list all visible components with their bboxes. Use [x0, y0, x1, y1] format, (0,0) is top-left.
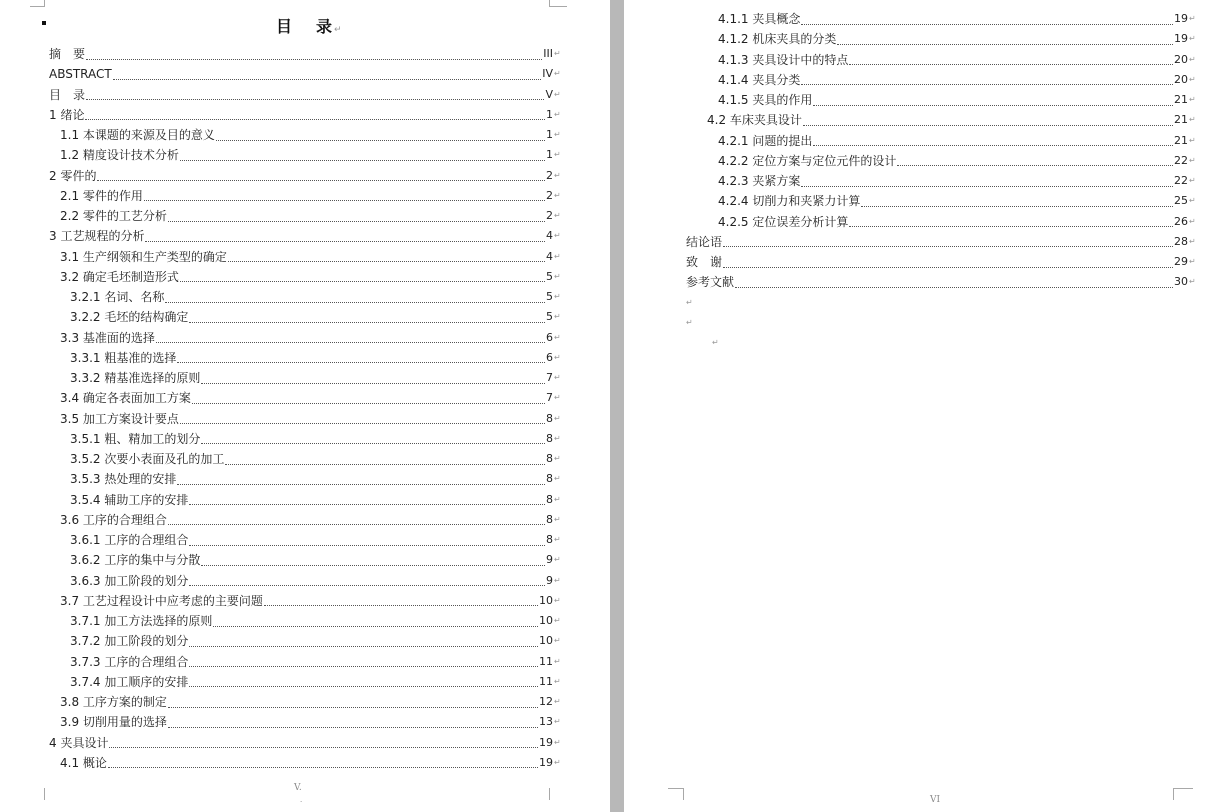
toc-entry-label: 4.2.2 定位方案与定位元件的设计	[718, 153, 897, 168]
toc-entry	[0, 186, 560, 206]
toc-dot-leader	[108, 753, 538, 768]
toc-dot-leader	[813, 91, 1173, 106]
toc-entry	[624, 212, 1195, 232]
margin-corner-mark	[549, 0, 550, 7]
toc-entry-label: 3.4 确定各表面加工方案	[60, 391, 191, 406]
toc-entry-page-number: 6	[546, 330, 553, 344]
toc-entry-label: 结论语	[686, 234, 723, 249]
toc-entry	[0, 267, 560, 287]
paragraph-mark: ↵	[554, 555, 561, 565]
toc-dot-leader	[97, 166, 545, 181]
toc-entry-page-number: 7	[546, 391, 553, 405]
toc-entry	[0, 348, 560, 368]
toc-entry-label: 4.1.2 机床夹具的分类	[718, 32, 837, 47]
toc-entry-label: 3.5.2 次要小表面及孔的加工	[70, 452, 225, 467]
toc-entry-label: 4.2 车床夹具设计	[707, 113, 802, 128]
toc-entry-label: 摘 要	[49, 47, 86, 62]
toc-entry-page-number: 20	[1174, 72, 1188, 86]
paragraph-mark: ↵	[1189, 74, 1196, 84]
toc-dot-leader	[213, 612, 538, 627]
toc-entry-label: 3.7.3 工序的合理组合	[70, 654, 189, 669]
toc-entry	[0, 469, 560, 489]
toc-dot-leader	[735, 273, 1173, 288]
paragraph-mark: ↵	[554, 393, 561, 403]
paragraph-mark: ↵	[554, 636, 561, 646]
toc-entry	[0, 226, 560, 246]
paragraph-mark: ↵	[1189, 216, 1196, 226]
toc-dot-leader	[189, 490, 545, 505]
toc-entry-label: 3.5 加工方案设计要点	[60, 411, 179, 426]
toc-entry	[0, 591, 560, 611]
paragraph-mark: ↵	[554, 433, 561, 443]
toc-dot-leader	[813, 131, 1173, 146]
toc-dot-leader	[803, 111, 1173, 126]
toc-entry	[0, 510, 560, 530]
toc-dot-leader	[109, 733, 538, 748]
toc-entry-label: 3.5.1 粗、精加工的划分	[70, 431, 201, 446]
toc-dot-leader	[801, 172, 1173, 187]
toc-entry-page-number: 1	[546, 148, 553, 162]
toc-entry	[624, 151, 1195, 171]
toc-entry-page-number: 21	[1174, 93, 1188, 107]
toc-entry	[624, 272, 1195, 292]
paragraph-mark: ↵	[1189, 34, 1196, 44]
toc-entry-label: 3.7.2 加工阶段的划分	[70, 634, 189, 649]
toc-entry-label: 3.5.3 热处理的安排	[70, 472, 177, 487]
toc-dot-leader	[189, 308, 545, 323]
toc-dot-leader	[168, 713, 538, 728]
toc-dot-leader	[168, 510, 545, 525]
toc-dot-leader	[228, 247, 545, 262]
toc-dot-leader	[189, 672, 538, 687]
paragraph-mark: ↵	[1189, 135, 1196, 145]
toc-dot-leader	[180, 267, 545, 282]
toc-entry	[0, 307, 560, 327]
toc-entry	[624, 131, 1195, 151]
paragraph-mark: ↵	[554, 595, 561, 605]
margin-corner-mark	[1173, 788, 1174, 800]
paragraph-mark: ↵	[554, 89, 561, 99]
toc-entry-page-number: 9	[546, 553, 553, 567]
toc-entry-page-number: III	[543, 47, 553, 61]
toc-entry-page-number: 21	[1174, 113, 1188, 127]
paragraph-mark: ↵	[554, 150, 561, 160]
paragraph-mark: ↵	[686, 298, 693, 307]
toc-entry-label: 4.1.5 夹具的作用	[718, 93, 813, 108]
paragraph-mark: ↵	[1189, 95, 1196, 105]
toc-entry-label: 4.1.3 夹具设计中的特点	[718, 52, 849, 67]
toc-entry	[0, 85, 560, 105]
toc-entry	[0, 672, 560, 692]
toc-entry-label: 1 绪论	[49, 107, 85, 122]
toc-entry-page-number: 10	[539, 614, 553, 628]
paragraph-mark: ↵	[554, 109, 561, 119]
toc-entry-page-number: 8	[546, 472, 553, 486]
margin-corner-mark	[1173, 788, 1193, 789]
paragraph-mark: ↵	[712, 338, 719, 347]
paragraph-mark: ↵	[554, 514, 561, 524]
toc-entry	[0, 409, 560, 429]
toc-entry-label: 3.7 工艺过程设计中应考虑的主要问题	[60, 593, 263, 608]
toc-entry	[624, 252, 1195, 272]
toc-entry	[0, 733, 560, 753]
paragraph-mark: ↵	[554, 697, 561, 707]
paragraph-mark: ↵	[554, 69, 561, 79]
toc-entry-page-number: 11	[539, 654, 553, 668]
toc-entry-page-number: 19	[1174, 12, 1188, 26]
paragraph-mark: ↵	[554, 271, 561, 281]
toc-entry-page-number: 13	[539, 715, 553, 729]
toc-dot-leader	[156, 328, 545, 343]
toc-entry	[0, 206, 560, 226]
toc-entry	[0, 652, 560, 672]
toc-entry-page-number: 2	[546, 209, 553, 223]
toc-entry-page-number: 22	[1174, 153, 1188, 167]
toc-entry	[0, 571, 560, 591]
toc-entry-label: 3.6.3 加工阶段的划分	[70, 573, 189, 588]
toc-dot-leader	[849, 212, 1173, 227]
paragraph-mark: ↵	[334, 25, 342, 35]
toc-entry-label: ABSTRACT	[49, 67, 112, 82]
toc-entry-page-number: 21	[1174, 133, 1188, 147]
paragraph-mark: ↵	[1189, 236, 1196, 246]
toc-entry	[624, 171, 1195, 191]
toc-dot-leader	[144, 186, 545, 201]
toc-entry	[0, 712, 560, 732]
toc-entry-page-number: 12	[539, 695, 553, 709]
paragraph-mark: ↵	[554, 616, 561, 626]
toc-entry-page-number: 8	[546, 492, 553, 506]
toc-entry-label: 2 零件的	[49, 168, 97, 183]
toc-dot-leader	[180, 146, 545, 161]
toc-entry	[0, 631, 560, 651]
paragraph-mark: ↵	[554, 352, 561, 362]
toc-dot-leader	[189, 652, 538, 667]
margin-corner-mark	[44, 788, 45, 800]
paragraph-mark: ↵	[554, 737, 561, 747]
toc-entry-label: 3.3.2 精基准选择的原则	[70, 371, 201, 386]
toc-dot-leader	[189, 531, 545, 546]
toc-entry-page-number: 11	[539, 674, 553, 688]
paragraph-mark: ↵	[554, 130, 561, 140]
toc-entry-page-number: 7	[546, 371, 553, 385]
toc-entry-page-number: 8	[546, 452, 553, 466]
toc-entry	[0, 247, 560, 267]
toc-entry-label: 4.2.4 切削力和夹紧力计算	[718, 194, 861, 209]
toc-entry	[624, 232, 1195, 252]
paragraph-mark: ↵	[554, 413, 561, 423]
paragraph-mark: ↵	[1189, 176, 1196, 186]
toc-dot-leader	[168, 207, 545, 222]
paragraph-mark: ↵	[554, 494, 561, 504]
margin-corner-mark	[668, 788, 684, 789]
paragraph-mark: ↵	[554, 292, 561, 302]
toc-entry-label: 4.2.1 问题的提出	[718, 133, 813, 148]
toc-dot-leader	[801, 70, 1173, 85]
toc-entry-page-number: 8	[546, 431, 553, 445]
margin-corner-mark	[549, 788, 550, 800]
toc-entry	[624, 191, 1195, 211]
toc-entry-page-number: 8	[546, 512, 553, 526]
toc-entry-label: 4 夹具设计	[49, 735, 109, 750]
toc-dot-leader	[201, 429, 545, 444]
toc-entry-label: 3.9 切削用量的选择	[60, 715, 167, 730]
toc-entry-label: 参考文献	[686, 275, 735, 290]
toc-dot-leader	[216, 126, 545, 141]
toc-entry-label: 3 工艺规程的分析	[49, 229, 145, 244]
list-bullet	[42, 21, 46, 25]
paragraph-mark: ↵	[554, 312, 561, 322]
toc-entry	[624, 70, 1195, 90]
toc-entry	[0, 64, 560, 84]
toc-title: 目 录↵	[276, 17, 342, 36]
toc-dot-leader	[192, 389, 545, 404]
toc-entry-page-number: 30	[1174, 275, 1188, 289]
toc-entry-label: 3.3 基准面的选择	[60, 330, 155, 345]
toc-dot-leader	[180, 409, 545, 424]
toc-entry	[624, 90, 1195, 110]
toc-entry-page-number: 8	[546, 411, 553, 425]
toc-entry	[0, 125, 560, 145]
toc-entry	[0, 287, 560, 307]
toc-dot-leader	[837, 30, 1173, 45]
toc-dot-leader	[177, 470, 545, 485]
toc-dot-leader	[85, 105, 545, 120]
toc-entry-page-number: 19	[539, 735, 553, 749]
toc-dot-leader	[201, 551, 545, 566]
toc-entry-page-number: 1	[546, 128, 553, 142]
toc-entry	[624, 110, 1195, 130]
paragraph-mark: ↵	[554, 717, 561, 727]
toc-entry-label: 3.6.2 工序的集中与分散	[70, 553, 201, 568]
toc-entry-page-number: 19	[539, 755, 553, 769]
paragraph-mark: ↵	[554, 656, 561, 666]
toc-dot-leader	[165, 288, 545, 303]
toc-entry	[0, 753, 560, 773]
toc-dot-leader	[897, 151, 1173, 166]
paragraph-mark: ↵	[554, 373, 561, 383]
toc-entry-label: 3.7.4 加工顺序的安排	[70, 674, 189, 689]
toc-entry	[624, 50, 1195, 70]
paragraph-mark: ↵	[1189, 155, 1196, 165]
toc-entry-page-number: 20	[1174, 52, 1188, 66]
paragraph-mark: ↵	[554, 474, 561, 484]
paragraph-mark: ↵	[554, 170, 561, 180]
toc-dot-leader	[849, 50, 1173, 65]
toc-entry-page-number: 6	[546, 350, 553, 364]
toc-entry-label: 1.1 本课题的来源及目的意义	[60, 128, 215, 143]
toc-entry-page-number: 29	[1174, 255, 1188, 269]
toc-dot-leader	[723, 232, 1173, 247]
toc-entry-label: 3.8 工序方案的制定	[60, 695, 167, 710]
toc-entry-page-number: 8	[546, 533, 553, 547]
toc-dot-leader	[723, 253, 1173, 268]
toc-entry	[0, 611, 560, 631]
toc-entry	[0, 388, 560, 408]
toc-entry-label: 1.2 精度设计技术分析	[60, 148, 179, 163]
toc-entry-label: 4.1.1 夹具概念	[718, 12, 801, 27]
paragraph-mark: ↵	[554, 231, 561, 241]
paragraph-mark: ↵	[554, 49, 561, 59]
paragraph-mark: ↵	[554, 190, 561, 200]
toc-entry-page-number: 4	[546, 229, 553, 243]
toc-entry-label: 4.2.5 定位误差分析计算	[718, 214, 849, 229]
paragraph-mark: ↵	[1189, 14, 1196, 24]
toc-entry-page-number: IV	[542, 67, 553, 81]
toc-entry-page-number: 5	[546, 269, 553, 283]
margin-corner-mark	[683, 788, 684, 800]
toc-entry-page-number: 19	[1174, 32, 1188, 46]
toc-dot-leader	[189, 571, 545, 586]
toc-entry-label: 4.1 概论	[60, 755, 107, 770]
toc-entry-label: 致 谢	[686, 255, 723, 270]
toc-entry-label: 2.2 零件的工艺分析	[60, 209, 167, 224]
paragraph-mark: ↵	[554, 676, 561, 686]
paragraph-mark: ↵	[554, 757, 561, 767]
toc-entry	[624, 9, 1195, 29]
page-footer-mark: .	[300, 796, 303, 804]
toc-entry-page-number: 5	[546, 310, 553, 324]
page-footer-number: VI	[930, 795, 941, 805]
toc-dot-leader	[113, 65, 541, 80]
paragraph-mark: ↵	[554, 251, 561, 261]
toc-dot-leader	[861, 192, 1173, 207]
toc-dot-leader	[201, 369, 545, 384]
toc-entry-page-number: V	[545, 87, 553, 101]
paragraph-mark: ↵	[1189, 54, 1196, 64]
paragraph-mark: ↵	[686, 318, 693, 327]
paragraph-mark: ↵	[1189, 257, 1196, 267]
toc-entry	[0, 105, 560, 125]
toc-entry-page-number: 9	[546, 573, 553, 587]
document-page-left	[0, 0, 610, 812]
toc-entry-label: 3.2 确定毛坯制造形式	[60, 269, 179, 284]
toc-entry-page-number: 28	[1174, 234, 1188, 248]
document-page-right	[624, 0, 1225, 812]
toc-entry-label: 目 录	[49, 87, 86, 102]
toc-entry	[0, 368, 560, 388]
toc-entry-page-number: 25	[1174, 194, 1188, 208]
toc-entry-label: 3.7.1 加工方法选择的原则	[70, 614, 213, 629]
toc-entry	[0, 328, 560, 348]
toc-entry-page-number: 22	[1174, 174, 1188, 188]
paragraph-mark: ↵	[554, 454, 561, 464]
toc-entry-page-number: 1	[546, 107, 553, 121]
toc-entry	[0, 44, 560, 64]
margin-corner-mark	[30, 6, 45, 7]
toc-entry-page-number: 26	[1174, 214, 1188, 228]
toc-dot-leader	[177, 348, 545, 363]
toc-entry-page-number: 2	[546, 188, 553, 202]
margin-corner-mark	[549, 6, 567, 7]
toc-entry	[0, 692, 560, 712]
paragraph-mark: ↵	[554, 575, 561, 585]
paragraph-mark: ↵	[1189, 196, 1196, 206]
toc-dot-leader	[225, 450, 545, 465]
toc-dot-leader	[168, 693, 538, 708]
toc-entry	[0, 490, 560, 510]
toc-dot-leader	[264, 591, 538, 606]
toc-entry-label: 3.6 工序的合理组合	[60, 512, 167, 527]
paragraph-mark: ↵	[554, 535, 561, 545]
margin-corner-mark	[44, 0, 45, 7]
toc-entry-label: 3.6.1 工序的合理组合	[70, 533, 189, 548]
toc-dot-leader	[86, 85, 544, 100]
toc-entry-label: 3.1 生产纲领和生产类型的确定	[60, 249, 227, 264]
toc-entry-page-number: 5	[546, 290, 553, 304]
toc-entry	[0, 429, 560, 449]
toc-entry-label: 3.2.1 名词、名称	[70, 290, 165, 305]
toc-entry	[0, 145, 560, 165]
page-footer-number: V.	[294, 783, 302, 793]
toc-entry	[0, 550, 560, 570]
toc-dot-leader	[145, 227, 545, 242]
toc-entry-page-number: 10	[539, 634, 553, 648]
page-gutter	[610, 0, 624, 812]
toc-entry-label: 4.1.4 夹具分类	[718, 72, 801, 87]
toc-entry	[624, 29, 1195, 49]
paragraph-mark: ↵	[554, 211, 561, 221]
paragraph-mark: ↵	[1189, 115, 1196, 125]
toc-entry-label: 3.3.1 粗基准的选择	[70, 350, 177, 365]
toc-entry	[0, 530, 560, 550]
toc-entry-label: 2.1 零件的作用	[60, 188, 143, 203]
paragraph-mark: ↵	[1189, 277, 1196, 287]
toc-entry	[0, 166, 560, 186]
toc-entry-label: 3.5.4 辅助工序的安排	[70, 492, 189, 507]
toc-entry-page-number: 4	[546, 249, 553, 263]
toc-entry-label: 3.2.2 毛坯的结构确定	[70, 310, 189, 325]
toc-dot-leader	[189, 632, 538, 647]
toc-entry-page-number: 10	[539, 593, 553, 607]
toc-list-left	[0, 44, 560, 773]
toc-dot-leader	[801, 10, 1173, 25]
toc-dot-leader	[86, 45, 542, 60]
paragraph-mark: ↵	[554, 332, 561, 342]
toc-entry-page-number: 2	[546, 168, 553, 182]
toc-entry-label: 4.2.3 夹紧方案	[718, 174, 801, 189]
toc-list-right	[624, 9, 1195, 293]
toc-entry	[0, 449, 560, 469]
